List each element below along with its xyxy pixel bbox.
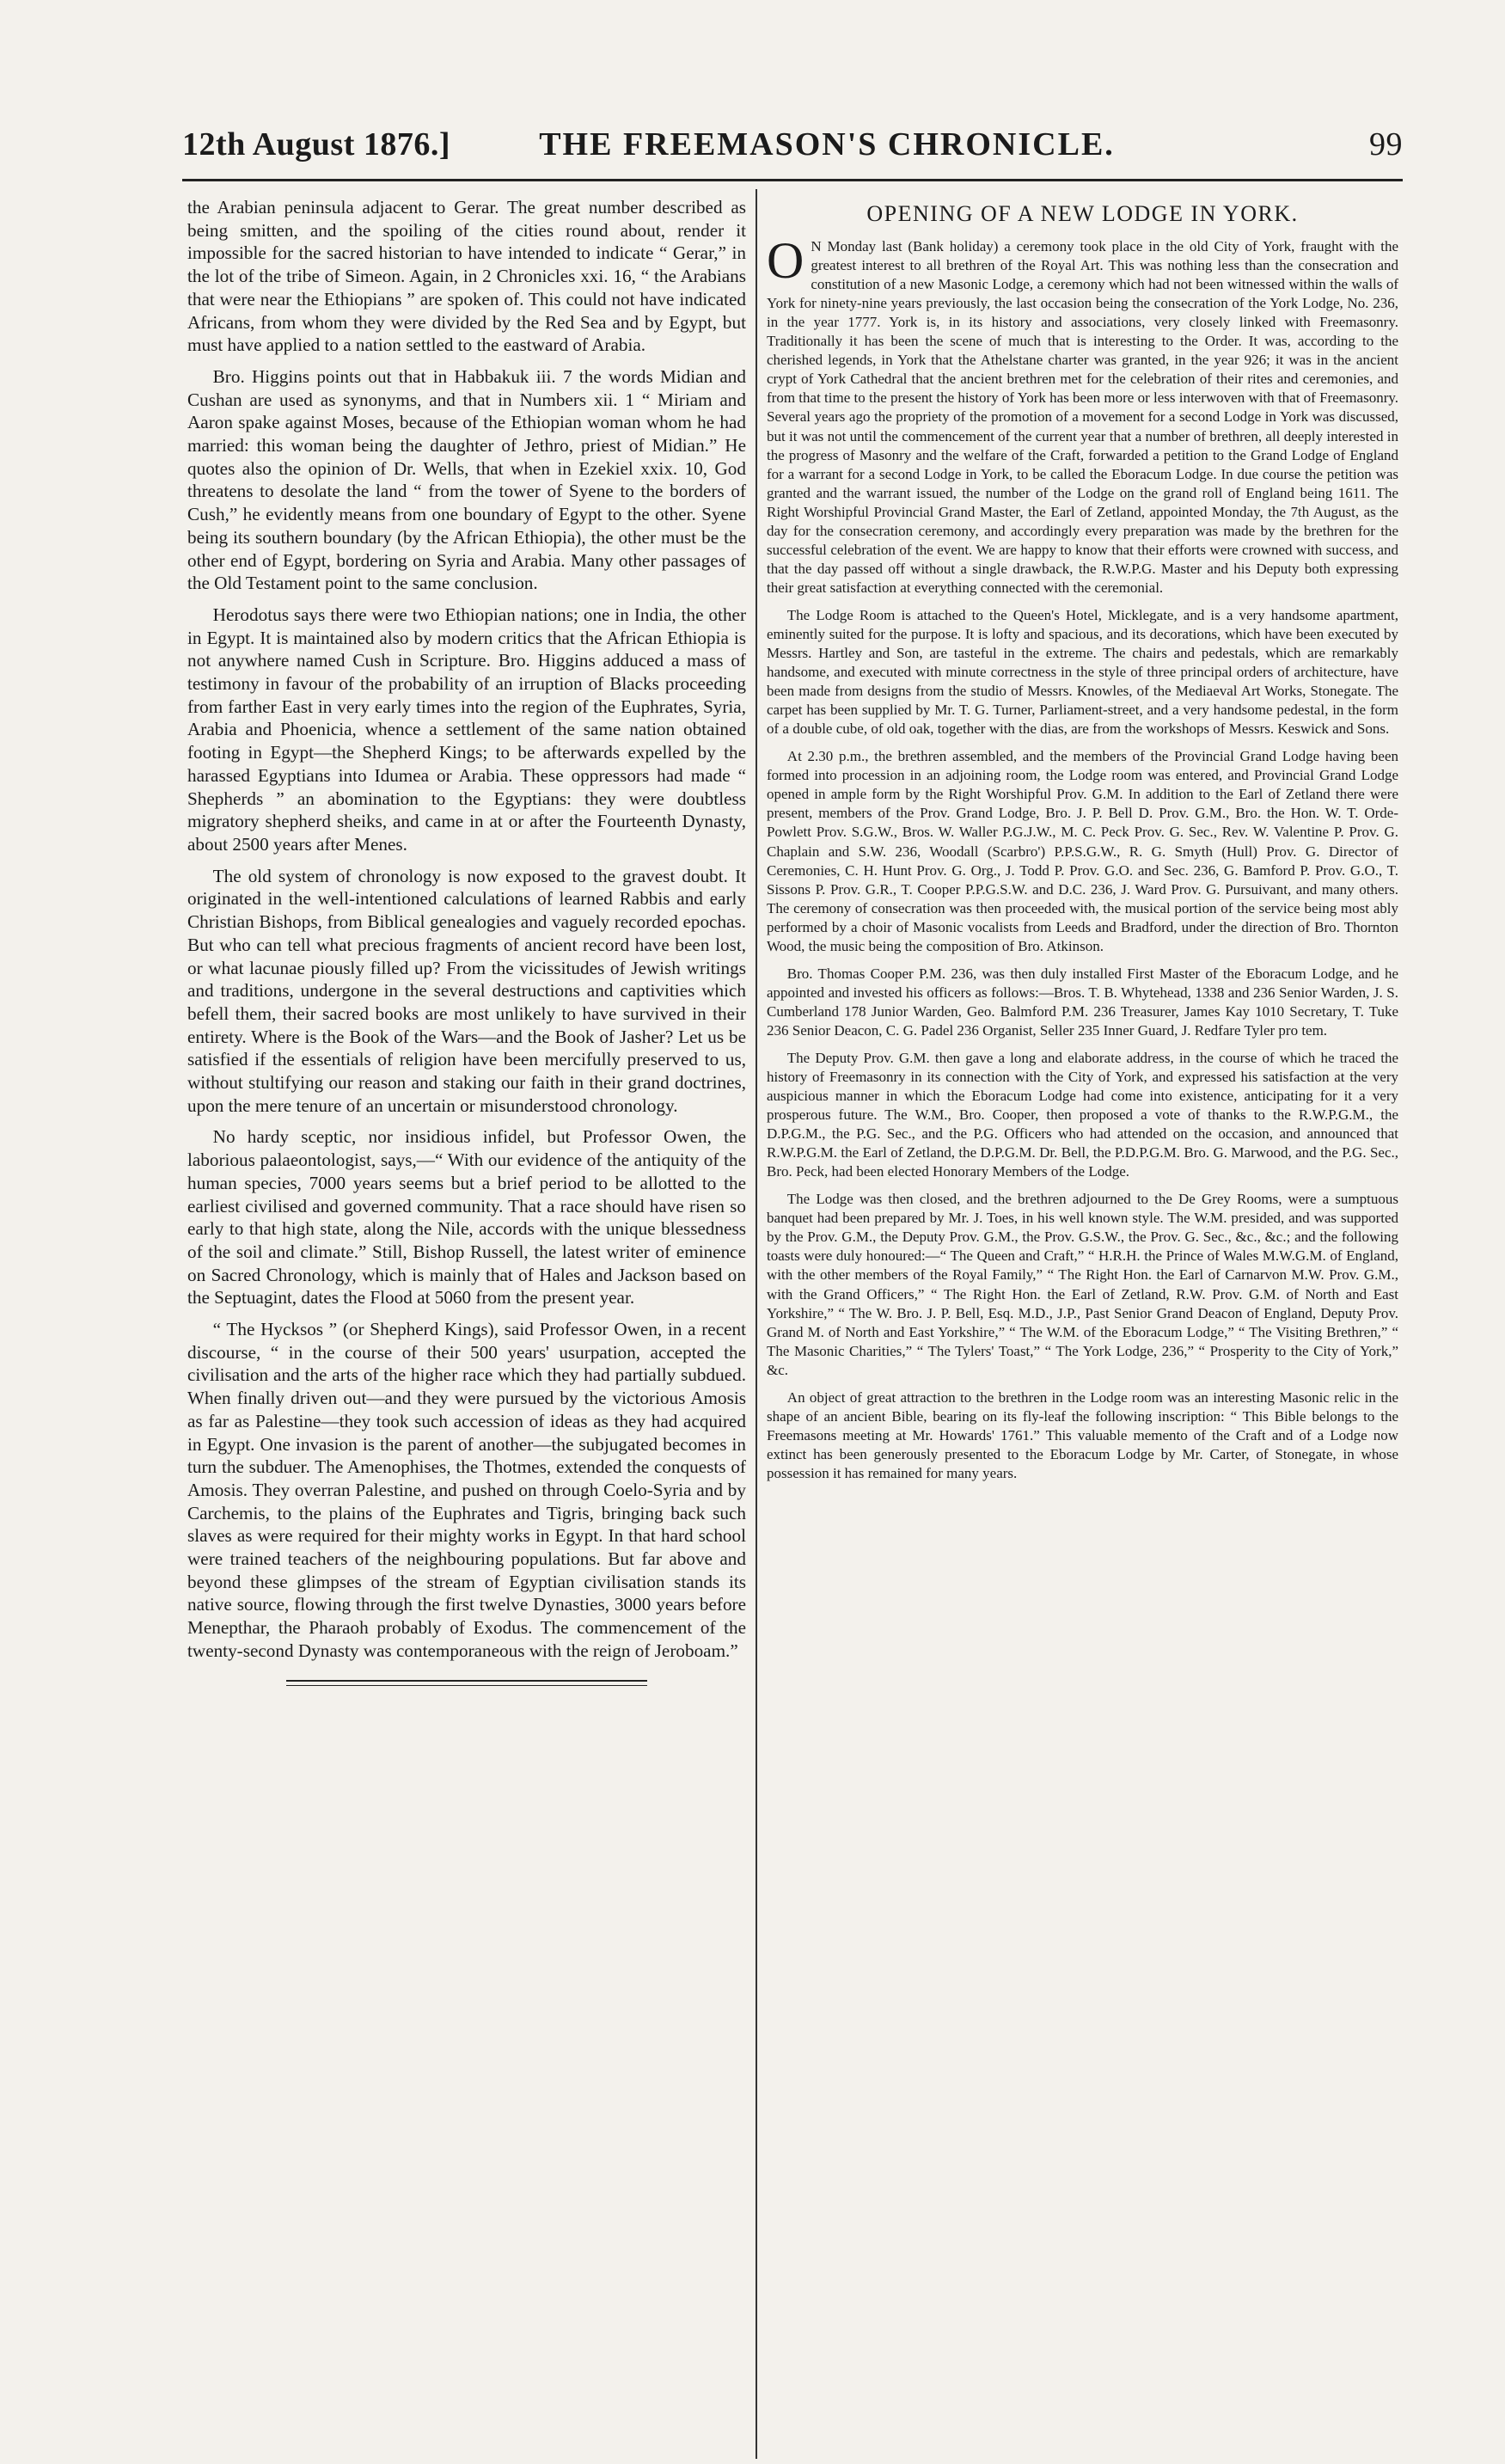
page-number: 99 xyxy=(1369,126,1403,162)
article-headline: OPENING OF A NEW LODGE IN YORK. xyxy=(866,201,1299,226)
article-paragraph: The Lodge was then closed, and the brethren adjourned to the De Grey Rooms, were a sumptuous banquet had been prepared by Mr. J. Toes, in his well known style. The W.M. presided, and was supported by the Prov. G.M., the Deputy Prov. G.M., the Prov. G.S.W., the Prov. G. Sec., &c., &c.; and the following toasts were duly honoured:—“ The Queen and Craft,” “ H.R.H. the Prince of Wales M.W.G.M. of England, with the other members of the Royal Family,” “ The Right Hon. the Earl of Carnarvon M.W. Prov. G.M., with the Grand Officers,” “ The Right Hon. the Earl of Zetland, R.W. Prov. G.M. of North and East Yorkshire,” “ The W. Bro. J. P. Bell, Esq. M.D., J.P., Past Senior Grand Deacon of England, Deputy Prov. Grand M. of North and East Yorkshire,” “ The W.M. of the Eboracum Lodge,” “ The Visiting Brethren,” “ The Masonic Charities,” “ The Tylers' Toast,” “ The York Lodge, 236,” “ Prosperity to the City of York,” &c. xyxy=(767,1191,1398,1378)
article-paragraph: Bro. Thomas Cooper P.M. 236, was then duly installed First Master of the Eboracum Lodge, and he appointed and invested his officers as follows:—Bros. T. B. Whytehead, 1338 and 236 Senior Warden, J. S. Cumberland 178 Junior Warden, Geo. Balmford P.M. 236 Treasurer, James Kay 1010 Secretary, T. Tuke 236 Senior Deacon, C. G. Padel 236 Organist, Seller 235 Inner Guard, J. Redfare Tyler pro tem. xyxy=(767,965,1398,1039)
publication-title: THE FREEMASON'S CHRONICLE. xyxy=(539,126,1115,162)
article-paragraph: Herodotus says there were two Ethiopian nations; one in India, the other in Egypt. It is maintained also by modern critics that the African Ethiopia is not anywhere named Cush in Scripture. Bro. Higgins adduced a mass of testimony in favour of the probability of an irruption of Blacks proceeding from farther East in very early times into the region of the Euphrates, Syria, Arabia and Phoenicia, whence a settlement of the same nation obtained footing in Egypt—the Shepherd Kings; to be afterwards expelled by the harassed Egyptians into Idumea or Arabia. These oppressors had made “ Shepherds ” an abomination to the Egyptians: they were doubtless migratory shepherd sheiks, and came in at or after the Fourteenth Dynasty, about 2500 years after Menes. xyxy=(187,604,746,855)
article-paragraph: At 2.30 p.m., the brethren assembled, and the members of the Provincial Grand Lodge having been formed into procession in an adjoining room, the Lodge room was entered, and Provincial Grand Lodge opened in ample form by the Right Worshipful Prov. G.M. In addition to the Earl of Zetland there were present, members of the Prov. Grand Lodge, Bro. J. P. Bell D. Prov. G.M., Bro. the Hon. W. T. Orde-Powlett Prov. S.G.W., Bros. W. Waller P.G.J.W., M. C. Peck Prov. G. Sec., Rev. W. Valentine P. Prov. G. Chaplain and S.W. 236, Woodall (Scarbro') P.P.S.G.W., R. G. Smyth (Hull) Prov. G. Director of Ceremonies, C. H. Hunt Prov. G. Org., J. Todd P. Prov. G.O. and Sec. 236, G. Bamford P. Prov. G.O., T. Sissons P. Prov. G.R., T. Cooper P.P.G.S.W. and D.C. 236, J. Ward Prov. G. Pursuivant, and many others. The ceremony of consecration was then proceeded with, the musical portion of the service being most ably performed by a choir of Masonic vocalists from Leeds and Bradford, under the direction of Bro. Thornton Wood, the music being the composition of Bro. Atkinson. xyxy=(767,748,1398,954)
lead-paragraph-text: N Monday last (Bank holiday) a ceremony took place in the old City of York, fraught with the greatest interest to all brethren of the Royal Art. This was nothing less than the consecration and constitution of a new Masonic Lodge, a ceremony which had not been witnessed within the walls of York for ninety-nine years previously, the last occasion being the consecration of the York Lodge, No. 236, in the year 1777. York is, in its history and associations, very closely linked with Freemasonry. Traditionally it has been the scene of much that is interesting to the Order. It was, according to the cherished legends, in York that the Athelstane charter was granted, in the year 926; it was in the ancient crypt of York Cathedral that the ancient brethren met for the celebration of their rites and ceremonies, and from that time to the present the history of York has been more or less interwoven with that of Freemasonry. Several years ago the propriety of the promotion of a movement for a second Lodge in York was discussed, but it was not until the commencement of the current year that a number of brethren, all deeply interested in the progress of Masonry and the welfare of the Craft, forwarded a petition to the Grand Lodge of England for a warrant for a second Lodge in York, to be called the Eboracum Lodge. In due course the petition was granted and the warrant issued, the number of the Lodge on the grand roll of England being 1611. The Right Worshipful Provincial Grand Master, the Earl of Zetland, appointed Monday, the 7th August, as the day for the consecration ceremony, and accordingly every preparation was made by the brethren for the successful celebration of the event. We are happy to know that their efforts were crowned with success, and that the day passed off without a single drawback, the R.W.P.G. Master and his Deputy both expressing their great satisfaction at everything connected with the ceremonial. xyxy=(767,238,1398,596)
masthead-rule xyxy=(182,179,1403,181)
article-paragraph: No hardy sceptic, nor insidious infidel, but Professor Owen, the laborious palaeontologist, says,—“ With our evidence of the antiquity of the human species, 7000 years seems but a brief period to be allotted to the earliest civilised and governed community. That a race should have risen so early to that high state, along the Nile, accords with the unique blessedness of the soil and climate.” Still, Bishop Russell, the latest writer of eminence on Sacred Chronology, which is mainly that of Hales and Jackson based on the Septuagint, dates the Flood at 5060 from the present year. xyxy=(187,1126,746,1309)
article-paragraph: the Arabian peninsula adjacent to Gerar. The great number described as being smitten, and the spoiling of the cities round about, render it impossible for the sacred historian to have intended to indicate “ Gerar,” in the lot of the tribe of Simeon. Again, in 2 Chronicles xxi. 16, “ the Arabians that were near the Ethiopians ” are spoken of. This could not have indicated Africans, from whom they were divided by the Red Sea and by Egypt, but must have applied to a nation settled to the eastward of Arabia. xyxy=(187,197,746,356)
article-paragraph: An object of great attraction to the brethren in the Lodge room was an interesting Masonic relic in the shape of an ancient Bible, bearing on its fly-leaf the following inscription: “ This Bible belongs to the Freemasons meeting at Mr. Howards' 1761.” This valuable memento of the Craft and of a Lodge now extinct has been generously presented to the Eboracum Lodge by Mr. Carter, of Stonegate, in whose possession it has remained for many years. xyxy=(767,1388,1398,1481)
article-end-rule xyxy=(286,1680,647,1686)
article-paragraph: Bro. Higgins points out that in Habbakuk iii. 7 the words Midian and Cushan are used as synonyms, and that in Numbers xii. 1 “ Miriam and Aaron spake against Moses, because of the Ethiopian woman whom he had married: this woman being the daughter of Jethro, priest of Midian.” He quotes also the opinion of Dr. Wells, that when in Ezekiel xxix. 10, God threatens to desolate the land “ from the tower of Syene to the borders of Cush,” he evidently means from one boundary of Egypt to the other. Syene being its southern boundary (by the African Ethiopia), the other must be the other end of Egypt, bordering on Syria and Arabia. Many other passages of the Old Testament point to the same conclusion. xyxy=(187,365,746,594)
right-column xyxy=(767,196,1398,1492)
column-divider xyxy=(756,189,757,2459)
article-paragraph: “ The Hycksos ” (or Shepherd Kings), said Professor Owen, in a recent discourse, “ in the course of their 500 years' usurpation, accepted the civilisation and the arts of the higher race which they had partially subdued. When finally driven out—and they were pursued by the victorious Amosis as far as Palestine—they took such accession of ideas as they had acquired in Egypt. One invasion is the parent of another—the subjugated becomes in turn the subduer. The Amenophises, the Thotmes, extended the conquests of Amosis. They overran Palestine, and pushed on through Coelo-Syria and by Carchemis, to the plains of the Euphrates and Tigris, bringing back such slaves as were required for their mighty works in Egypt. In that hard school were trained teachers of the neighbouring populations. But far above and beyond these glimpses of the stream of Egyptian civilisation stands its native source, flowing through the first twelve Dynasties, 3000 years before Menepthar, the Pharaoh probably of Exodus. The commencement of the twenty-second Dynasty was contemporaneous with the reign of Jeroboam.” xyxy=(187,1319,746,1661)
drop-cap: O xyxy=(767,232,805,290)
article-paragraph: The old system of chronology is now exposed to the gravest doubt. It originated in the well-intentioned calculations of learned Rabbis and early Christian Bishops, from Biblical genealogies and vaguely recorded epochas. But who can tell what precious fragments of ancient record have been lost, or what lacunae piously filled up? From the vicissitudes of Jewish writings and traditions, undergone in the several destructions and captivities which befell them, their sacred books are most unlikely to have survived in their entirety. Where is the Book of the Wars—and the Book of Jasher? Let us be satisfied if the essentials of religion have been mercifully preserved to us, without stultifying our reason and staking our faith in their grand doctrines, upon the mere tenure of an uncertain or misunderstood chronology. xyxy=(187,865,746,1116)
issue-date: 12th August 1876.] xyxy=(182,126,450,162)
article-paragraph: The Lodge Room is attached to the Queen's Hotel, Micklegate, and is a very handsome apartment, eminently suited for the purpose. It is lofty and spacious, and its decorations, which have been executed by Messrs. Hartley and Son, are tasteful in the extreme. The chairs and pedestals, which are remarkably handsome, and executed with minute correctness in the style of three principal orders of architecture, have been made from designs from the studio of Messrs. Knowles, of the Mediaeval Art Works, Stonegate. The carpet has been supplied by Mr. T. G. Turner, Parliament-street, and a very handsome pedestal, in the form of a double cube, of old oak, together with the dias, are from the workshops of Messrs. Keswick and Sons. xyxy=(767,606,1398,738)
article-paragraph: The Deputy Prov. G.M. then gave a long and elaborate address, in the course of which he traced the history of Freemasonry in its connection with the City of York, and expressed his satisfaction at the very auspicious manner in which the Eboracum Lodge had come into existence, anticipating for it a very prosperous future. The W.M., Bro. Cooper, then proposed a vote of thanks to the R.W.P.G.M., the D.P.G.M., the P.G. Sec., and the P.G. Officers who had attended on the occasion, and announced that R.W.P.G.M. the Earl of Zetland, the D.P.G.M. Dr. Bell, the P.D.P.G.M. Bro. G. Marwood, and the P.G. Sec., Bro. Peck, had been elected Honorary Members of the Lodge. xyxy=(767,1049,1398,1180)
left-column xyxy=(187,196,746,1686)
article-lead-paragraph xyxy=(767,232,1398,598)
masthead xyxy=(182,122,1403,174)
